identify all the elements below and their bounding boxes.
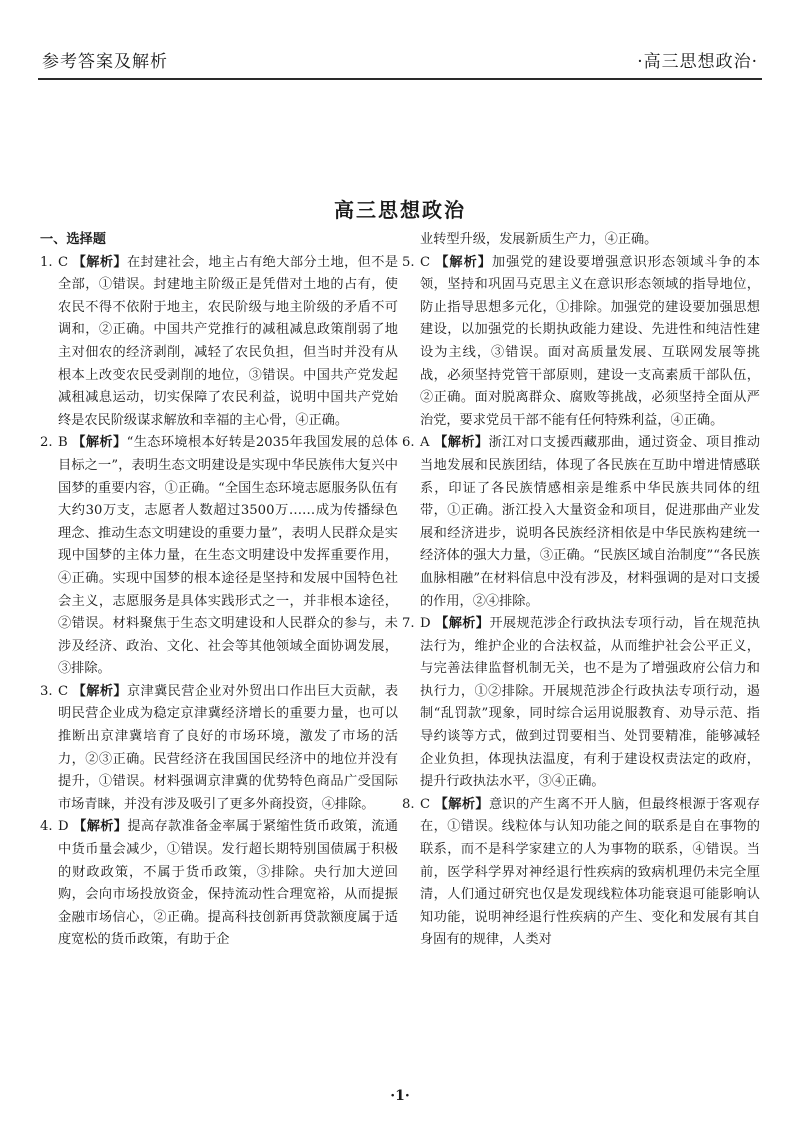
- answer-choice: C: [420, 796, 431, 812]
- answer-entry: [40, 816, 398, 952]
- answer-text: 浙江对口支援西藏那曲，通过资金、项目推动当地发展和民族团结，体现了各民族在互助中增进情感联系，印证了各民族情感相亲是维系中华民族共同体的纽带，①正确。浙江投入大量资金和项目，促进那曲产业发展和经济进步，说明各民族经济相依是中华民族构建统一经济体的强大力量，③正确。“民族区域自治制度”“各民族血脉相融”在材料信息中没有涉及，材料强调的是对口支援的作用，②④排除。: [420, 435, 761, 609]
- answer-number: 3.: [40, 683, 53, 699]
- page-title: 高三思想政治: [334, 198, 466, 222]
- answer-entry: [40, 432, 398, 681]
- section-heading: 一、选择题: [40, 232, 106, 247]
- answer-choice: C: [58, 683, 69, 699]
- answer-choice: D: [58, 819, 69, 835]
- analysis-tag: 【解析】: [435, 254, 492, 270]
- left-column: [40, 229, 398, 952]
- answer-entry: [40, 252, 398, 433]
- answer-text: 开展规范涉企行政执法专项行动，旨在规范执法行为，维护企业的合法权益，从而维护社会公平正义，与完善法律监督机制无关，也不是为了增强政府公信力和执行力，①②排除。开展规范涉企行政执法专项行动，遏制“乱罚款”现象，同时综合运用说服教育、劝导示范、指导约谈等方式，做到过罚要相当、处罚要精准，能够减轻企业负担，体现执法温度，有利于建设权责法定的政府，提升行政执法水平，③④正确。: [420, 616, 760, 790]
- answer-continuation: [402, 229, 760, 252]
- header-left-text: 参考答案及解析: [42, 52, 168, 72]
- answer-choice: B: [58, 435, 68, 451]
- answer-entry: [402, 432, 760, 613]
- header-right-text: ·高三思想政治·: [637, 52, 758, 72]
- answer-number: 1.: [40, 254, 53, 270]
- answer-choice: A: [420, 435, 430, 451]
- answer-number: 6.: [402, 435, 415, 451]
- answer-entry: [402, 613, 760, 794]
- answer-entry: [40, 681, 398, 817]
- answer-entry: [402, 794, 760, 952]
- answer-text: 提高存款准备金率属于紧缩性货币政策，流通中货币量会减少，①错误。发行超长期特别国债属于积极的财政政策，不属于货币政策，③排除。央行加大逆回购，会向市场投放资金，保持流动性合理宽裕，从而提振金融市场信心，②正确。提高科技创新再贷款额度属于适度宽松的货币政策，有助于企: [58, 819, 398, 948]
- answer-text: 京津冀民营企业对外贸出口作出巨大贡献，表明民营企业成为稳定京津冀经济增长的重要力量，也可以推断出京津冀培育了良好的市场环境，激发了市场的活力，②③正确。民营经济在我国国民经济中的地位并没有提升，①错误。材料强调京津冀的优势特色商品广受国际市场青睐，并没有涉及吸引了更多外商投资，④排除。: [58, 683, 399, 812]
- answer-text: “生态环境根本好转是2035年我国发展的总体目标之一”，表明生态文明建设是实现中华民族伟大复兴中国梦的重要内容，①正确。“全国生态环境志愿服务队伍有大约30万支，志愿者人数超过3500万……成为传播绿色理念、推动生态文明建设的重要力量”，表明人民群众是实现中国梦的主体力量，在生态文明建设中发挥重要作用，④正确。实现中国梦的根本途径是坚持和发展中国特色社会主义，志愿服务是具体实践形式之一，并非根本途径，②错误。材料聚焦于生态文明建设和人民群众的参与，未涉及经济、政治、文化、社会等其他领域全面协调发展，③排除。: [58, 435, 398, 677]
- answer-number: 7.: [402, 616, 415, 632]
- answer-text: 意识的产生离不开人脑，但最终根源于客观存在，①错误。线粒体与认知功能之间的联系是自在事物的联系，而不是科学家建立的人为事物的联系，④错误。当前，医学科学界对神经退行性疾病的致病机理仍未完全厘清，人们通过研究也仅是发现线粒体功能衰退可能影响认知功能，说明神经退行性疾病的产生、变化和发展有其自身固有的规律，人类对: [420, 796, 761, 948]
- answer-number: 4.: [40, 819, 53, 835]
- answer-entry: [402, 252, 760, 433]
- analysis-tag: 【解析】: [435, 616, 490, 632]
- analysis-tag: 【解析】: [72, 254, 127, 270]
- answer-number: 8.: [402, 796, 415, 812]
- page-number: ·1·: [390, 1088, 410, 1104]
- analysis-tag: 【解析】: [434, 796, 489, 812]
- page-header: [38, 46, 762, 80]
- answer-number: 2.: [40, 435, 53, 451]
- analysis-tag: 【解析】: [72, 683, 127, 699]
- analysis-tag: 【解析】: [73, 819, 128, 835]
- answer-choice: D: [420, 616, 431, 632]
- continuation-text: 业转型升级，发展新质生产力，④正确。: [420, 232, 658, 247]
- answer-number: 5.: [402, 254, 415, 270]
- answer-text: 加强党的建设要增强意识形态领域斗争的本领，坚持和巩固马克思主义在意识形态领域的指导地位，防止指导思想多元化，①排除。加强党的建设要加强思想建设，以加强党的长期执政能力建设、先进性和纯洁性建设为主线，③错误。面对高质量发展、互联网发展等挑战，必须坚持党管干部原则，建设一支高素质干部队伍，②正确。面对脱离群众、腐败等挑战，必须坚持全面从严治党，要求党员干部不能有任何特殊利益，④正确。: [420, 254, 761, 428]
- analysis-tag: 【解析】: [434, 435, 489, 451]
- answer-choice: C: [420, 254, 431, 270]
- answer-choice: C: [58, 254, 69, 270]
- right-column: [402, 229, 760, 952]
- analysis-tag: 【解析】: [72, 435, 127, 451]
- answer-text: 在封建社会，地主占有绝大部分土地，但不是全部，①错误。封建地主阶级正是凭借对土地的占有，使农民不得不依附于地主，农民阶级与地主阶级的矛盾不可调和，②正确。中国共产党推行的减租减息政策削弱了地主对佃农的经济剥削，减轻了农民负担，但当时并没有从根本上改变农民受剥削的地位，③错误。中国共产党发起减租减息运动，切实保障了农民利益，说明中国共产党始终是农民阶级谋求解放和幸福的主心骨，④正确。: [58, 254, 399, 428]
